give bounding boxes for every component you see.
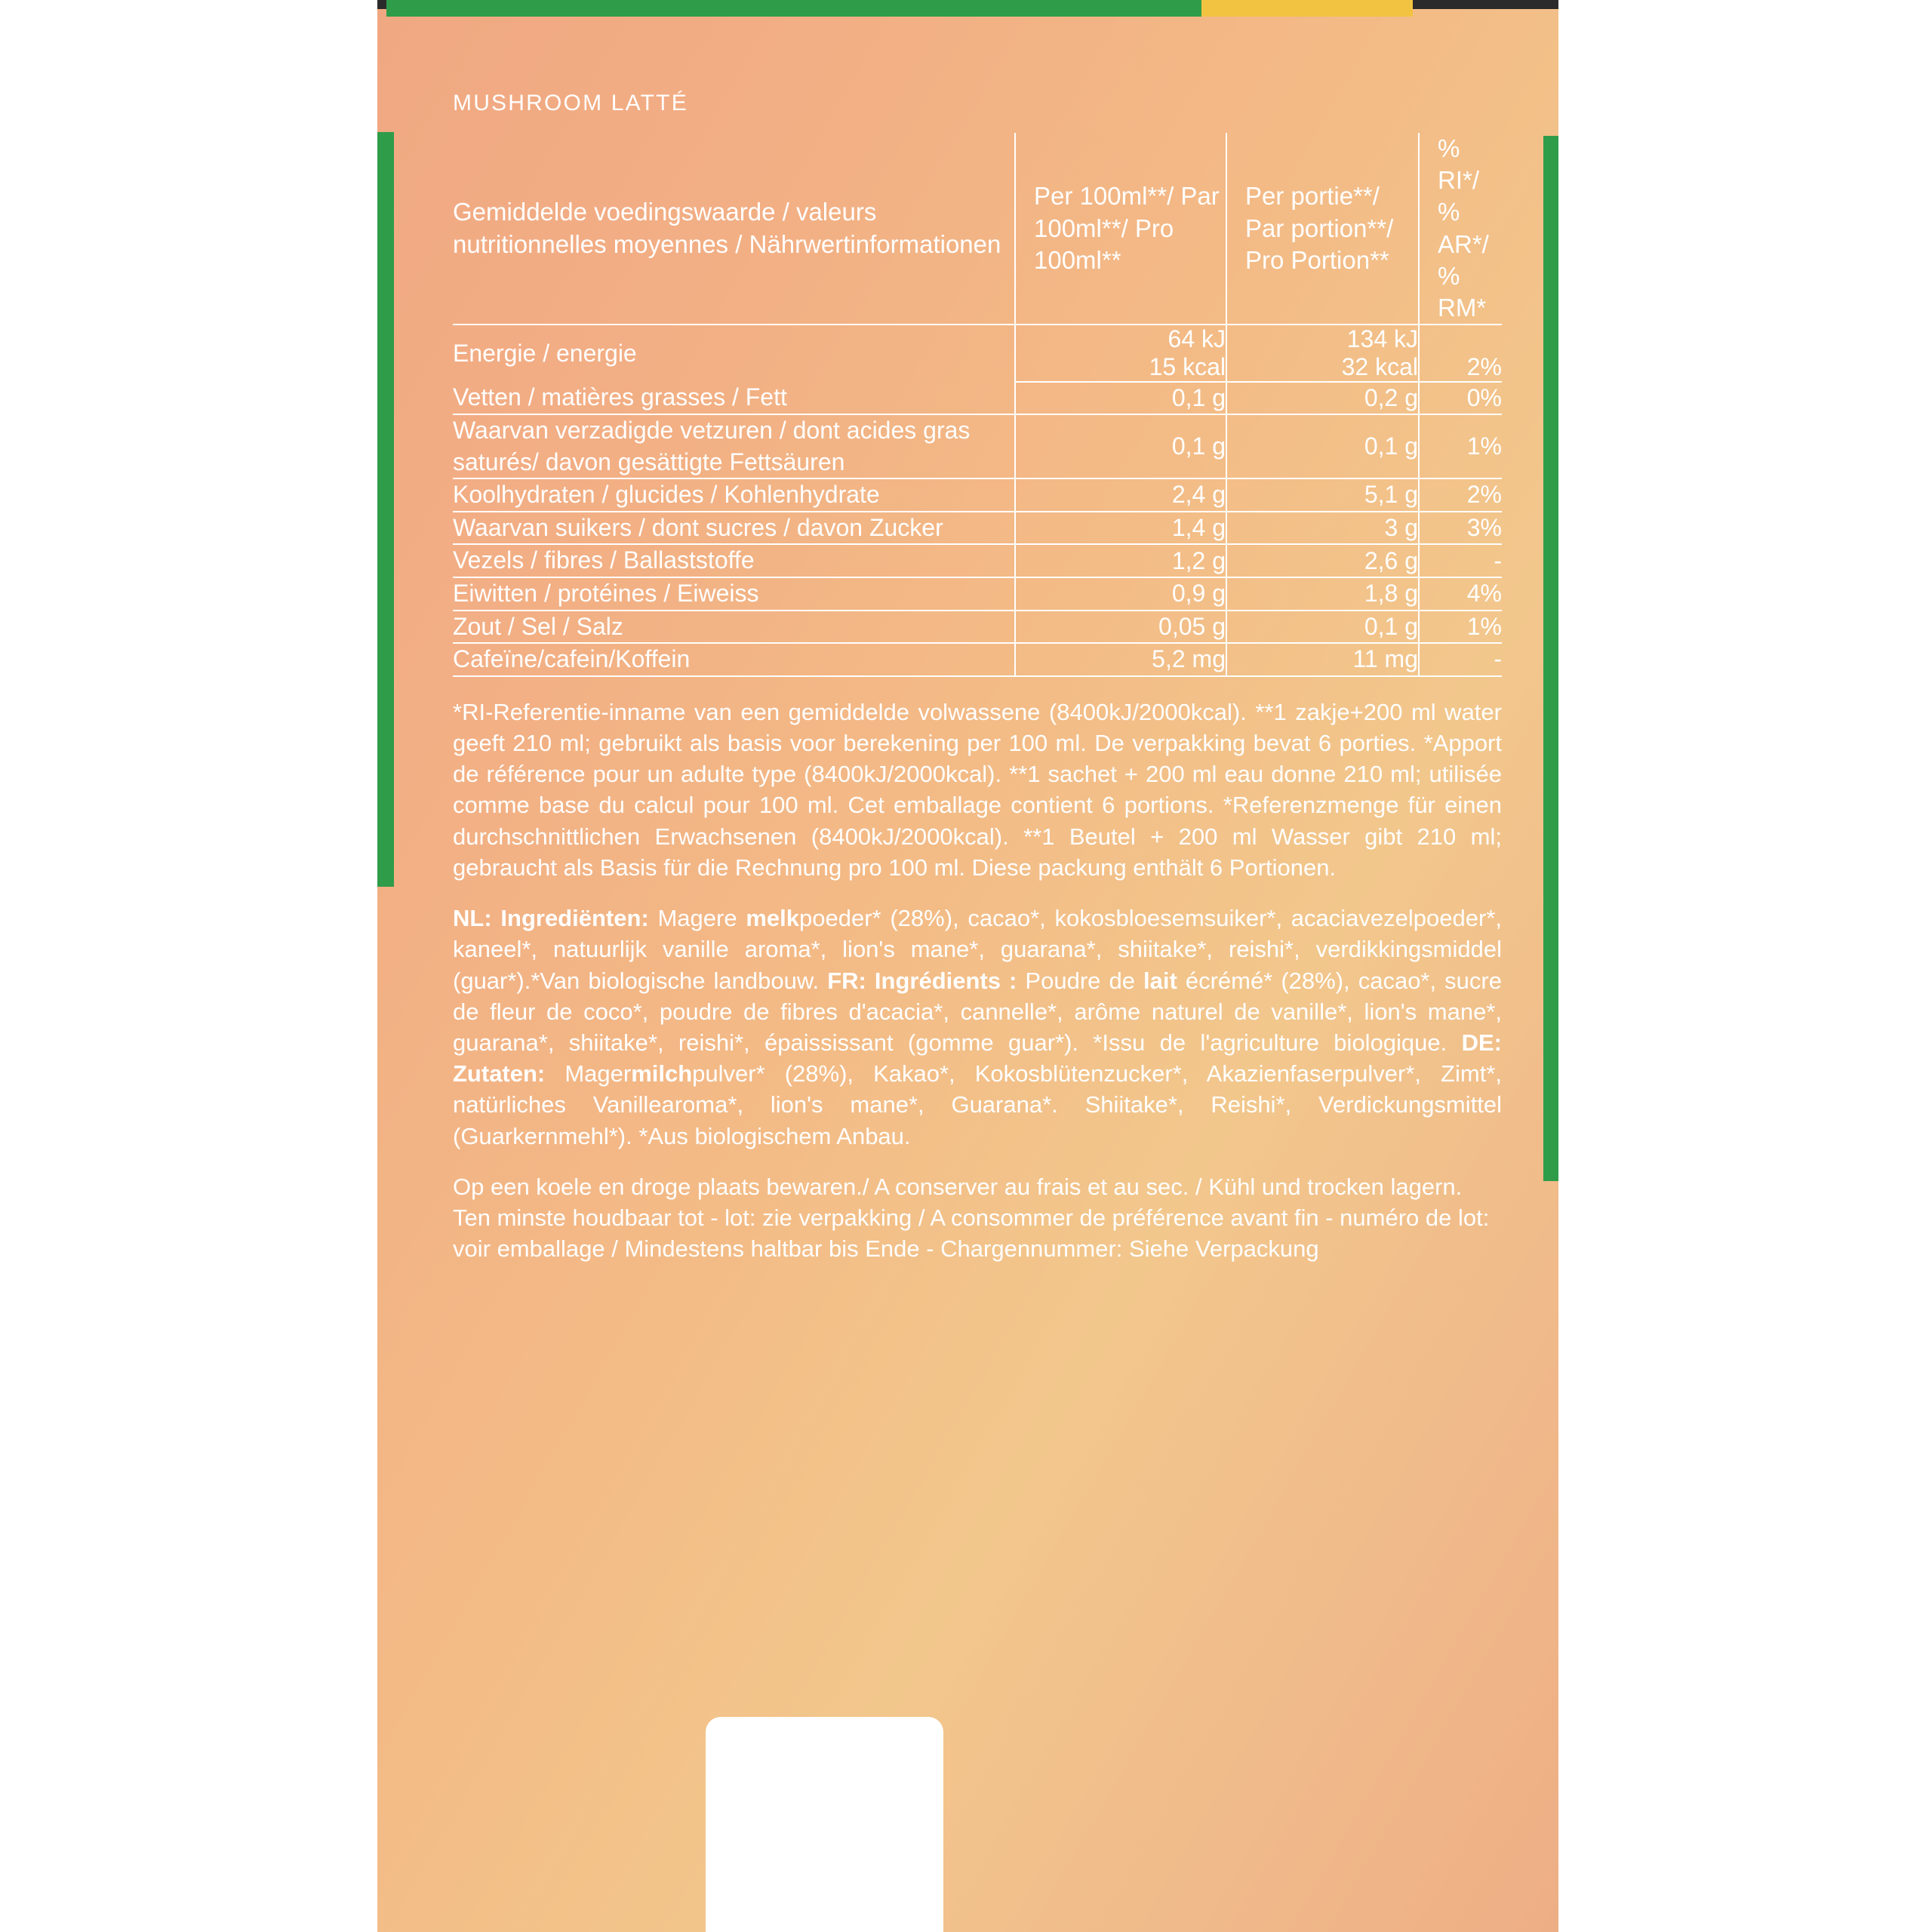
ingredients-de-allergen: milch	[631, 1060, 693, 1088]
row-label: Cafeïne/cafein/Koffein	[453, 643, 1015, 676]
ingredients-fr-part1: Poudre de	[1017, 967, 1143, 994]
row-per-portion: 2,6 g	[1226, 544, 1419, 577]
row-per-100ml: 2,4 g	[1015, 478, 1226, 512]
row-ri: 3%	[1419, 512, 1502, 545]
row-label: Waarvan suikers / dont sucres / davon Zucker	[453, 512, 1015, 545]
header-per-100ml: Per 100ml**/ Par 100ml**/ Pro 100ml**	[1015, 133, 1226, 325]
row-per-portion: 32 kcal	[1226, 353, 1419, 382]
row-per-portion: 0,2 g	[1226, 382, 1419, 414]
table-row	[453, 611, 1502, 644]
row-ri: -	[1419, 643, 1502, 676]
ingredients-fr-part2: écrémé* (28%), cacao*, sucre de fleur de coco*, poudre de fibres d'acacia*, cannelle*, arôme naturel de vanille*, lion's mane*, guarana*, shiitake*, reishi*, épaississant (gomme guar*). *Issu de l'agriculture biologique.	[453, 967, 1502, 1056]
row-ri: 0%	[1419, 382, 1502, 414]
ingredients-label-de: DE: Zutaten:	[453, 1029, 1502, 1088]
table-row	[453, 577, 1502, 611]
ingredients-nl-part2: poeder* (28%), cacao*, kokosbloesemsuiker*, acaciavezelpoeder*, kaneel*, natuurlijk vanille aroma*, lion's mane*, guarana*, shiitake*, reishi*, verdikkingsmiddel (guar*).*Van biologische landbouw.	[453, 905, 1502, 994]
package-back-panel	[377, 0, 1558, 1932]
table-row	[453, 478, 1502, 512]
table-header-row	[453, 133, 1502, 325]
row-ri: 2%	[1419, 353, 1502, 382]
row-per-100ml: 1,2 g	[1015, 544, 1226, 577]
table-row	[453, 382, 1502, 414]
ingredients-nl-allergen: melk	[746, 905, 800, 932]
row-per-portion: 0,1 g	[1226, 414, 1419, 478]
row-ri: 1%	[1419, 414, 1502, 478]
row-label: Zout / Sel / Salz	[453, 611, 1015, 644]
panel-content	[453, 0, 1509, 1264]
table-row	[453, 325, 1502, 353]
row-label: Waarvan verzadigde vetzuren / dont acides gras saturés/ davon gesättigte Fettsäuren	[453, 414, 1015, 478]
ingredients-de-part2: pulver* (28%), Kakao*, Kokosblütenzucker*, Akazienfaserpulver*, Zimt*, natürliches Vanillearoma*, lion's mane*, Guarana*. Shiitake*, Reishi*, Verdickungsmittel (Guarkernmehl*). *Aus biologischem Anbau.	[453, 1060, 1502, 1149]
row-per-portion: 1,8 g	[1226, 577, 1419, 611]
row-ri: 2%	[1419, 478, 1502, 512]
row-per-portion: 5,1 g	[1226, 478, 1419, 512]
blank-label-area	[706, 1717, 943, 1932]
row-per-portion: 3 g	[1226, 512, 1419, 545]
row-ri: 4%	[1419, 577, 1502, 611]
ingredients-nl-part1: Magere	[648, 905, 746, 932]
row-per-100ml: 5,2 mg	[1015, 643, 1226, 676]
row-label: Energie / energie	[453, 340, 637, 368]
row-per-portion: 0,1 g	[1226, 611, 1419, 644]
ingredients-de-part1: Mager	[545, 1060, 632, 1088]
header-ri: % RI*/ % AR*/ % RM*	[1419, 133, 1502, 325]
storage-instructions: Op een koele en droge plaats bewaren./ A conserver au frais et au sec. / Kühl und trocken lagern. Ten minste houdbaar tot - lot: zie verpakking / A consommer de préférence avant fin - numéro de lot: voir emballage / Mindestens haltbar bis Ende - Chargennummer: Siehe Verpackung	[453, 1173, 1490, 1263]
row-ri	[1419, 325, 1502, 353]
row-per-100ml: 0,05 g	[1015, 611, 1226, 644]
product-name: MUSHROOM LATTÉ	[453, 91, 688, 115]
nutrition-table	[453, 133, 1502, 677]
table-row	[453, 512, 1502, 545]
header-per-portion: Per portie**/ Par portion**/ Pro Portion**	[1226, 133, 1419, 325]
row-per-100ml: 64 kJ	[1015, 325, 1226, 353]
row-per-100ml: 15 kcal	[1015, 353, 1226, 382]
reference-intake-footnote: *RI-Referentie-inname van een gemiddelde volwassene (8400kJ/2000kcal). **1 zakje+200 ml water geeft 210 ml; gebruikt als basis voor berekening per 100 ml. De verpakking bevat 6 porties. *Apport de référence pour un adulte type (8400kJ/2000kcal). **1 sachet + 200 ml eau donne 210 ml; utilisée comme base du calcul pour 100 ml. Cet emballage contient 6 portions. *Referenzmenge für einen durchschnittlichen Erwachsenen (8400kJ/2000kcal). **1 Beutel + 200 ml Wasser gibt 210 ml; gebraucht als Basis für die Rechnung pro 100 ml. Diese packung enthält 6 Portionen.	[453, 698, 1502, 881]
row-per-100ml: 1,4 g	[1015, 512, 1226, 545]
table-row	[453, 414, 1502, 478]
right-green-spine	[1543, 136, 1558, 1181]
ingredients-label-nl: NL: Ingrediënten:	[453, 905, 649, 932]
row-label: Vetten / matières grasses / Fett	[453, 382, 1015, 414]
header-description: Gemiddelde voedingswaarde / valeurs nutritionnelles moyennes / Nährwertinformationen	[453, 133, 1015, 325]
row-ri: 1%	[1419, 611, 1502, 644]
row-per-100ml: 0,1 g	[1015, 414, 1226, 478]
left-green-spine	[377, 132, 394, 887]
row-label: Eiwitten / protéines / Eiweiss	[453, 577, 1015, 611]
row-per-portion: 11 mg	[1226, 643, 1419, 676]
row-per-portion: 134 kJ	[1226, 325, 1419, 353]
row-ri: -	[1419, 544, 1502, 577]
ingredients-fr-allergen: lait	[1143, 967, 1177, 994]
row-per-100ml: 0,9 g	[1015, 577, 1226, 611]
ingredients-paragraph	[453, 903, 1502, 1152]
row-per-100ml: 0,1 g	[1015, 382, 1226, 414]
row-label: Vezels / fibres / Ballaststoffe	[453, 544, 1015, 577]
table-row	[453, 643, 1502, 676]
row-label: Koolhydraten / glucides / Kohlenhydrate	[453, 478, 1015, 512]
ingredients-label-fr: FR: Ingrédients :	[827, 967, 1017, 994]
table-row	[453, 544, 1502, 577]
